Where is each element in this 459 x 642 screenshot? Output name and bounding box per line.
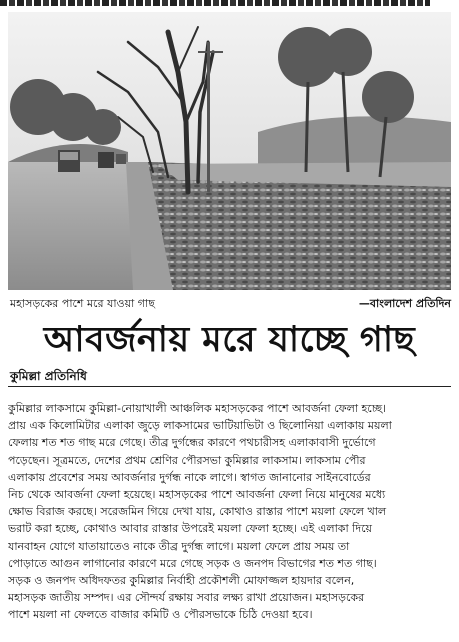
body-line: নিচ থেকে আবর্জনা ফেলা হয়েছে। মহাসড়কের পাশে আবর্জনা ফেলা নিয়ে মানুষের মধ্যে (8, 487, 386, 501)
body-line: ভরাট করা হচ্ছে, কোথাও আবার রাস্তার উপরেই ময়লা ফেলা হচ্ছে। এই এলাকা দিয়ে (8, 522, 372, 536)
body-line: মহাসড়ক জাতীয় সম্পদ। এর সৌন্দর্য রক্ষায় সবার লক্ষ্য রাখা প্রয়োজন। মহাসড়কের (8, 591, 365, 605)
clipped-previous-text-line (0, 0, 459, 8)
body-line: এলাকায় প্রবেশের সময় আবর্জনার দুর্গন্ধ নাকে লাগে। স্বাগত জানানোর সাইনবোর্ডের (8, 470, 371, 484)
body-line: পাশে ময়লা না ফেলতে বাজার কমিটি ও পৌরসভাকে চিঠি দেওয়া হবে। (8, 608, 313, 622)
photo-credit: —বাংলাদেশ প্রতিদিন (358, 297, 451, 310)
body-line: ফেলায় শত শত গাছ মরে গেছে। তীব্র দুর্গন্ধের কারণে পথচারীসহ এলাকাবাসী দুর্ভোগে (8, 436, 376, 450)
body-line: পোড়াতে আগুন লাগানোর কারণে মরে গেছে সড়ক ও জনপদ বিভাগের শত শত গাছ। (8, 556, 377, 570)
divider (8, 386, 451, 387)
article-body (8, 400, 451, 640)
body-line: পড়েছেন। সূত্রমতে, দেশের প্রথম শ্রেণির পৌরসভা কুমিল্লার লাকসাম। লাকসাম পৌর (8, 453, 366, 467)
body-line: যানবাহন যোগে যাতায়াতেও নাকে তীব্র দুর্গন্ধ লাগে। ময়লা ফেলে প্রায় সময় তা (8, 539, 350, 553)
body-line: ক্ষোভ বিরাজ করছে। সরেজমিন গিয়ে দেখা যায়, কোথাও রাস্তার পাশে ময়লা ফেলে খাল (8, 505, 387, 519)
photo-caption-row (8, 296, 451, 312)
photo-caption: মহাসড়কের পাশে মরে যাওয়া গাছ (10, 297, 155, 310)
body-line: সড়ক ও জনপদ অধিদফতর কুমিল্লার নির্বাহী প্রকৌশলী মোফাজ্জল হায়দার বলেন, (8, 573, 355, 587)
reporter-byline: কুমিল্লা প্রতিনিধি (10, 369, 87, 383)
body-line: প্রায় এক কিলোমিটার এলাকা জুড়ে লাকসামের ভাটিয়াভিটা ও ছিলোনিয়া এলাকায় ময়লা (8, 419, 392, 433)
body-line: কুমিল্লার লাকসামে কুমিল্লা-নোয়াখালী আঞ্চলিক মহাসড়কের পাশে আবর্জনা ফেলা হচ্ছে। (8, 402, 387, 415)
article-headline: আবর্জনায় মরে যাচ্ছে গাছ (43, 320, 416, 360)
news-photo (8, 12, 451, 290)
